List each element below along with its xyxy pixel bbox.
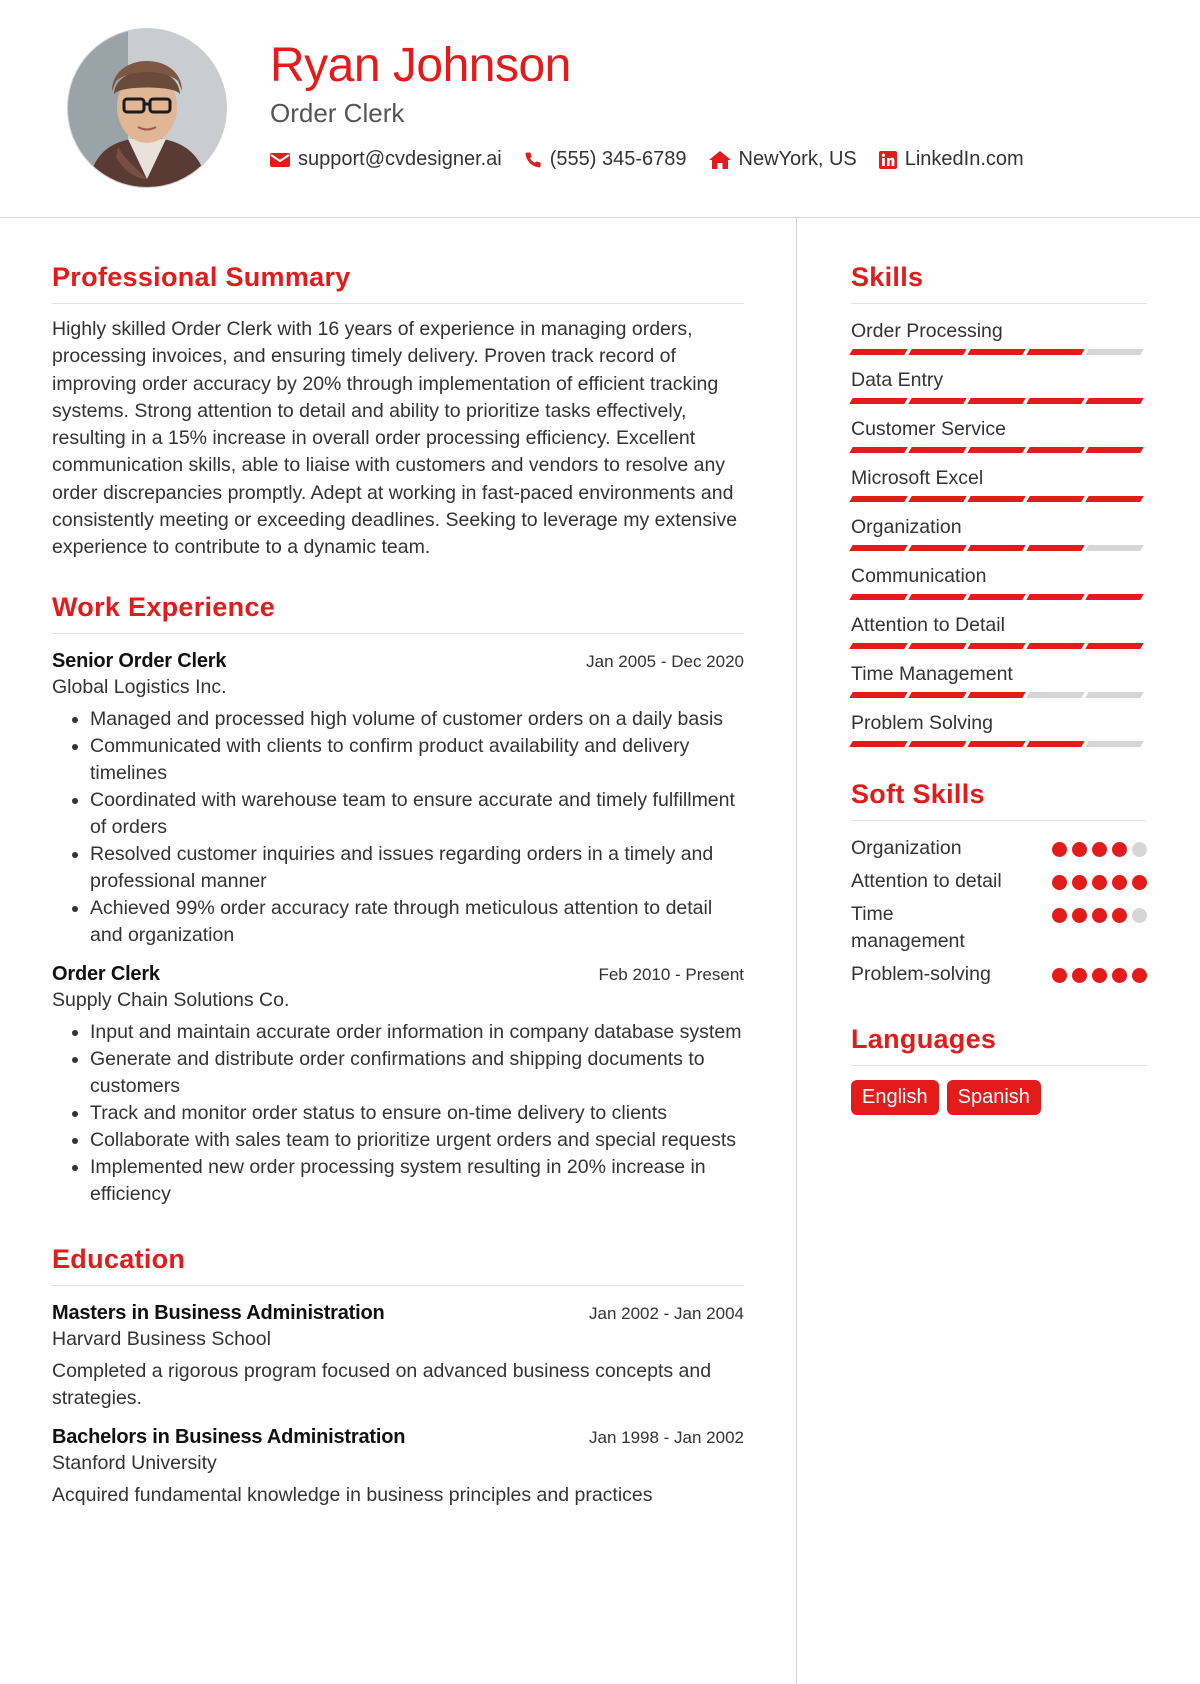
rating-dot-empty [1132, 908, 1147, 923]
education-entry [52, 1302, 744, 1413]
job-entry [52, 963, 744, 1208]
skill-level-bar [851, 643, 1147, 649]
bullet-item: • Generate and distribute order confirmations and shipping documents to customers [90, 1046, 744, 1100]
skill-segment-empty [1085, 741, 1143, 747]
skill-segment-filled [1026, 349, 1084, 355]
contact-phone[interactable] [524, 148, 687, 171]
skill-segment-filled [849, 692, 907, 698]
contact-email-text: support@cvdesigner.ai [298, 148, 502, 170]
summary-section [52, 262, 744, 562]
soft-skill-row [851, 961, 1147, 988]
contact-location-text: NewYork, US [738, 148, 857, 170]
rating-dot-filled [1072, 875, 1087, 890]
contact-linkedin[interactable] [879, 148, 1024, 171]
skills-section [851, 262, 1147, 747]
skills-heading: Skills [851, 262, 1147, 304]
rating-dot-filled [1072, 968, 1087, 983]
contact-linkedin-text: LinkedIn.com [904, 148, 1024, 170]
rating-dot-filled [1092, 875, 1107, 890]
rating-dot-filled [1052, 908, 1067, 923]
skill-level-bar [851, 692, 1147, 698]
skill-level-bar [851, 398, 1147, 404]
soft-skill-name: Organization [851, 837, 962, 859]
contact-location [709, 148, 857, 171]
skill-segment-filled [849, 643, 907, 649]
skill-segment-filled [849, 496, 907, 502]
job-company: Supply Chain Solutions Co. [52, 988, 290, 1011]
skill-segment-filled [967, 741, 1025, 747]
skill-name: Time Management [851, 663, 1013, 685]
bullet-item: • Collaborate with sales team to prioritize urgent orders and special requests [90, 1127, 744, 1154]
bullet-item: • Coordinated with warehouse team to ensure accurate and timely fulfillment of orders [90, 787, 744, 841]
skill-segment-filled [1026, 643, 1084, 649]
skill-segment-filled [967, 398, 1025, 404]
job-title: Order Clerk [52, 962, 160, 985]
skill-segment-filled [1026, 594, 1084, 600]
experience-section [52, 592, 744, 1208]
soft-skill-row [851, 835, 1147, 862]
skill-segment-filled [908, 349, 966, 355]
soft-skill-rating [1052, 968, 1147, 983]
skills-list [851, 320, 1147, 747]
education-dates: Jan 2002 - Jan 2004 [588, 1303, 744, 1323]
languages-heading: Languages [851, 1024, 1147, 1066]
skill-segment-empty [1085, 349, 1143, 355]
skill-segment-empty [1085, 545, 1143, 551]
rating-dot-filled [1092, 908, 1107, 923]
soft-skill-rating [1052, 842, 1147, 857]
main-column [52, 262, 744, 1520]
skill-segment-filled [849, 447, 907, 453]
education-dates: Jan 1998 - Jan 2002 [588, 1428, 744, 1448]
rating-dot-empty [1132, 842, 1147, 857]
bullet-item: • Implemented new order processing system resulting in 20% increase in efficiency [90, 1154, 744, 1208]
job-entry [52, 650, 744, 949]
skill-name: Organization [851, 516, 962, 538]
bullet-item: • Track and monitor order status to ensure on-time delivery to clients [90, 1100, 744, 1127]
language-tag: English [851, 1080, 939, 1115]
experience-heading: Work Experience [52, 592, 744, 634]
contact-phone-text: (555) 345-6789 [549, 148, 687, 170]
skill-segment-filled [908, 447, 966, 453]
job-title: Senior Order Clerk [52, 649, 227, 672]
skill-segment-empty [1085, 692, 1143, 698]
soft-skill-rating [1052, 875, 1147, 890]
soft-skills-list [851, 835, 1147, 988]
home-icon [709, 151, 731, 169]
skill-level-bar [851, 349, 1147, 355]
skill-segment-filled [1085, 643, 1143, 649]
school-name: Stanford University [52, 1452, 217, 1475]
skill-segment-filled [908, 545, 966, 551]
soft-skills-heading: Soft Skills [851, 779, 1147, 821]
skill-segment-filled [967, 496, 1025, 502]
contact-email[interactable] [270, 148, 502, 171]
bullet-item: • Resolved customer inquiries and issues regarding orders in a timely and professional manner [90, 841, 744, 895]
education-description: Acquired fundamental knowledge in business principles and practices [52, 1484, 653, 1507]
education-entry [52, 1426, 744, 1509]
skill-name: Problem Solving [851, 712, 993, 734]
job-company: Global Logistics Inc. [52, 675, 227, 698]
skill-segment-filled [908, 741, 966, 747]
skill-segment-filled [849, 741, 907, 747]
soft-skill-row [851, 901, 1147, 955]
skill-segment-filled [1026, 741, 1084, 747]
rating-dot-filled [1052, 842, 1067, 857]
skill-segment-filled [1026, 398, 1084, 404]
skill-segment-empty [1026, 692, 1084, 698]
job-bullets [52, 706, 744, 949]
degree-title: Bachelors in Business Administration [52, 1426, 406, 1449]
skill-segment-filled [967, 545, 1025, 551]
skill-segment-filled [1085, 594, 1143, 600]
skill-segment-filled [967, 349, 1025, 355]
rating-dot-filled [1072, 908, 1087, 923]
skill-segment-filled [1085, 398, 1143, 404]
skill-name: Order Processing [851, 320, 1003, 342]
rating-dot-filled [1072, 842, 1087, 857]
bullet-item: • Achieved 99% order accuracy rate through meticulous attention to detail and organization [90, 895, 744, 949]
skill-segment-filled [849, 349, 907, 355]
education-heading: Education [52, 1244, 744, 1286]
rating-dot-filled [1112, 968, 1127, 983]
skill-segment-filled [908, 398, 966, 404]
rating-dot-filled [1112, 908, 1127, 923]
skill-level-bar [851, 447, 1147, 453]
skill-name: Microsoft Excel [851, 467, 984, 489]
resume-header [0, 0, 1200, 218]
rating-dot-filled [1092, 842, 1107, 857]
skill-segment-filled [849, 398, 907, 404]
skill-segment-filled [1026, 447, 1084, 453]
skill-segment-filled [908, 594, 966, 600]
language-tag: Spanish [947, 1080, 1041, 1115]
degree-title: Masters in Business Administration [52, 1301, 385, 1324]
skill-segment-filled [967, 447, 1025, 453]
languages-list [851, 1080, 1147, 1115]
phone-icon [524, 151, 542, 169]
rating-dot-filled [1132, 968, 1147, 983]
skill-segment-filled [908, 643, 966, 649]
skill-level-bar [851, 594, 1147, 600]
skill-segment-filled [1085, 496, 1143, 502]
column-divider [796, 217, 797, 1684]
job-dates: Feb 2010 - Present [598, 964, 744, 984]
school-name: Harvard Business School [52, 1327, 271, 1350]
soft-skill-name: Time management [851, 903, 965, 952]
envelope-icon [270, 152, 290, 168]
skill-level-bar [851, 545, 1147, 551]
rating-dot-filled [1052, 968, 1067, 983]
soft-skill-name: Attention to detail [851, 870, 1002, 892]
job-dates: Jan 2005 - Dec 2020 [586, 651, 744, 671]
candidate-name: Ryan Johnson [270, 39, 571, 92]
languages-section [851, 1024, 1147, 1115]
skill-segment-filled [967, 594, 1025, 600]
bullet-item: • Communicated with clients to confirm product availability and delivery timelines [90, 733, 744, 787]
rating-dot-filled [1112, 842, 1127, 857]
bullet-item: • Input and maintain accurate order information in company database system [90, 1019, 744, 1046]
skill-name: Communication [851, 565, 987, 587]
sidebar-column [851, 262, 1147, 1115]
skill-segment-filled [967, 692, 1025, 698]
profile-photo [67, 28, 227, 188]
skill-name: Attention to Detail [851, 614, 1005, 636]
soft-skill-rating [1052, 908, 1147, 923]
rating-dot-filled [1132, 875, 1147, 890]
soft-skills-section [851, 779, 1147, 988]
candidate-title: Order Clerk [270, 98, 405, 128]
summary-text: Highly skilled Order Clerk with 16 years of experience in managing orders, processing invoices, and ensuring timely delivery. Proven track record of improving order accuracy by 20% through implementation of efficient tracking systems. Strong attention to detail and ability to prioritize tasks effectively, resulting in a 15% increase in overall order processing efficiency. Excellent communication skills, able to liaise with customers and vendors to resolve any order discrepancies promptly. Adept at working in fast-paced environments and consistently meeting or exceeding deadlines. Seeking to leverage my extensive experience to contribute to a dynamic team. [52, 318, 738, 559]
education-description: Completed a rigorous program focused on advanced business concepts and strategies. [52, 1359, 712, 1409]
skill-level-bar [851, 496, 1147, 502]
profile-photo-illustration [68, 29, 226, 187]
contact-bar [270, 148, 1046, 171]
skill-segment-filled [1085, 447, 1143, 453]
education-section [52, 1244, 744, 1510]
skill-segment-filled [849, 545, 907, 551]
soft-skill-row [851, 868, 1147, 895]
skill-level-bar [851, 741, 1147, 747]
skill-name: Data Entry [851, 369, 944, 391]
soft-skill-name: Problem-solving [851, 963, 991, 985]
summary-heading: Professional Summary [52, 262, 744, 304]
rating-dot-filled [1052, 875, 1067, 890]
skill-segment-filled [1026, 545, 1084, 551]
skill-segment-filled [908, 692, 966, 698]
linkedin-icon [879, 151, 897, 169]
skill-segment-filled [908, 496, 966, 502]
rating-dot-filled [1112, 875, 1127, 890]
skill-segment-filled [967, 643, 1025, 649]
skill-name: Customer Service [851, 418, 1006, 440]
rating-dot-filled [1092, 968, 1107, 983]
bullet-item: • Managed and processed high volume of customer orders on a daily basis [90, 706, 744, 733]
skill-segment-filled [1026, 496, 1084, 502]
skill-segment-filled [849, 594, 907, 600]
job-bullets [52, 1019, 744, 1208]
